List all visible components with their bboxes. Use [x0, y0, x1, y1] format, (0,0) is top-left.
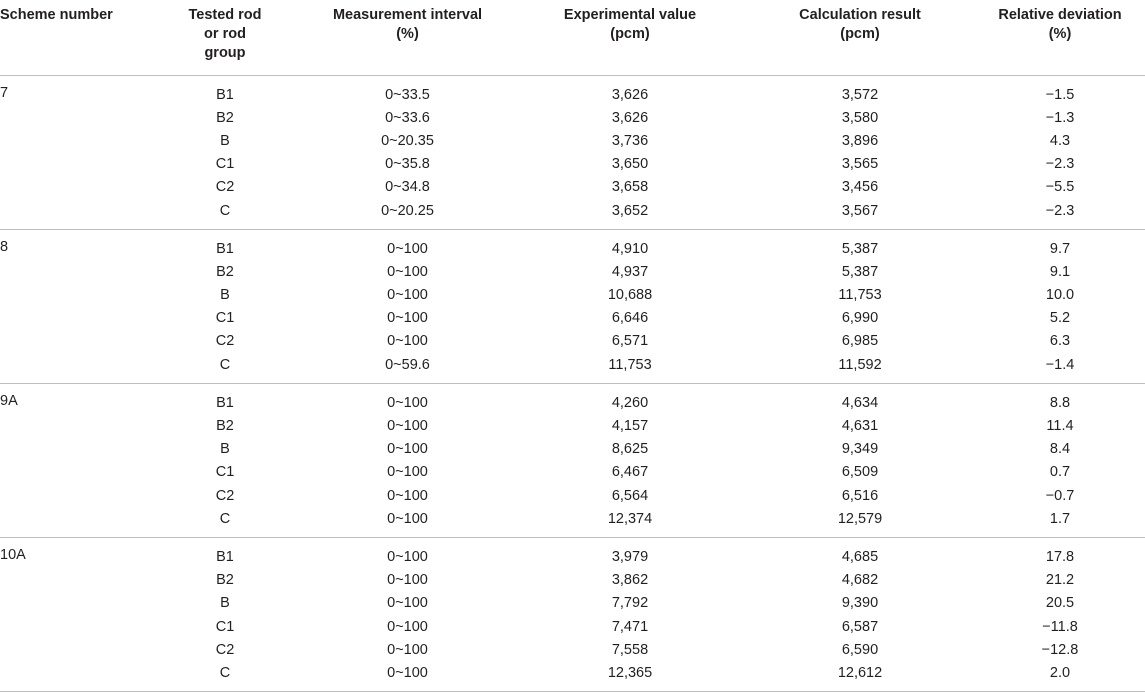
calculation-cell: 4,631: [841, 418, 879, 435]
interval-cell: 0~20.35: [381, 132, 434, 149]
interval-cell: 0~100: [387, 618, 428, 635]
calculation-cell: 6,990: [841, 310, 879, 327]
experimental-cell: 4,937: [611, 263, 649, 280]
header-scheme-number: Scheme number: [0, 0, 150, 75]
header-experimental-value: Experimental value (pcm): [515, 0, 745, 75]
table-row: [0, 537, 1145, 569]
calculation-cell: 4,685: [841, 548, 879, 565]
experimental-cell: 7,558: [611, 641, 649, 658]
calculation-cell: 4,682: [841, 572, 879, 589]
experimental-cell: 3,650: [611, 156, 649, 173]
deviation-cell: 1.7: [975, 508, 1145, 538]
rod-cell: B2: [216, 572, 234, 589]
header-measurement-interval: Measurement interval (%): [300, 0, 515, 75]
deviation-cell: 21.2: [1045, 572, 1075, 589]
rod-cell: C1: [215, 156, 235, 173]
deviation-cell: 2.0: [975, 662, 1145, 692]
rod-cell: C: [150, 354, 300, 384]
interval-cell: 0~100: [387, 333, 428, 350]
rod-cell: B: [220, 441, 230, 458]
table-row: [0, 569, 1145, 592]
deviation-cell: 20.5: [1045, 595, 1075, 612]
experimental-cell: 12,374: [515, 508, 745, 538]
experimental-cell: 3,652: [515, 199, 745, 229]
rod-cell: C1: [215, 618, 235, 635]
rod-cell: B: [220, 287, 230, 304]
table-row: [0, 199, 1145, 229]
deviation-cell: 5.2: [1049, 310, 1071, 327]
header-tested-rod: Tested rod or rod group: [150, 0, 300, 75]
calculation-cell: 11,592: [745, 354, 975, 384]
rod-cell: C: [150, 662, 300, 692]
experimental-cell: 11,753: [515, 354, 745, 384]
table-row: [0, 354, 1145, 384]
table-row: [0, 261, 1145, 284]
deviation-cell: 17.8: [1045, 548, 1075, 565]
calculation-cell: 3,572: [841, 86, 879, 103]
calculation-cell: 6,590: [841, 641, 879, 658]
experimental-cell: 3,736: [611, 132, 649, 149]
rod-cell: B1: [216, 240, 234, 257]
interval-cell: 0~33.5: [385, 86, 430, 103]
deviation-cell: −5.5: [1045, 179, 1075, 196]
calculation-cell: 11,753: [838, 287, 882, 304]
interval-cell: 0~35.8: [385, 156, 430, 173]
deviation-cell: −2.3: [975, 199, 1145, 229]
deviation-cell: 9.1: [1049, 263, 1071, 280]
calculation-cell: 12,612: [745, 662, 975, 692]
interval-cell: 0~100: [387, 263, 428, 280]
table-body: [0, 75, 1145, 692]
deviation-cell: −11.8: [1042, 618, 1078, 635]
deviation-cell: −1.3: [1045, 109, 1075, 126]
interval-cell: 0~100: [387, 287, 428, 304]
rod-cell: C: [150, 508, 300, 538]
table-row: [0, 107, 1145, 130]
rod-cell: B1: [216, 394, 234, 411]
deviation-cell: −1.5: [1045, 86, 1075, 103]
table-row: [0, 461, 1145, 484]
calculation-cell: 6,509: [841, 464, 879, 481]
experimental-cell: 7,471: [611, 618, 649, 635]
deviation-cell: −2.3: [1045, 156, 1075, 173]
deviation-cell: 10.0: [1045, 287, 1075, 304]
table-row: [0, 615, 1145, 638]
experimental-cell: 3,862: [611, 572, 649, 589]
interval-cell: 0~100: [387, 418, 428, 435]
calculation-cell: 12,579: [745, 508, 975, 538]
experimental-cell: 4,157: [611, 418, 649, 435]
experimental-cell: 7,792: [611, 595, 649, 612]
table-row: [0, 176, 1145, 199]
table-row: [0, 639, 1145, 662]
table-row: [0, 438, 1145, 461]
experimental-cell: 4,260: [611, 394, 649, 411]
interval-cell: 0~34.8: [385, 179, 430, 196]
interval-cell: 0~100: [300, 662, 515, 692]
experimental-cell: 12,365: [515, 662, 745, 692]
interval-cell: 0~100: [387, 548, 428, 565]
deviation-cell: −0.7: [1045, 487, 1075, 504]
rod-cell: C2: [215, 179, 235, 196]
scheme-number-cell: 10A: [0, 537, 150, 691]
table-row: [0, 284, 1145, 307]
experimental-cell: 8,625: [611, 441, 649, 458]
deviation-cell: 11.4: [1046, 418, 1074, 435]
interval-cell: 0~100: [387, 487, 428, 504]
rod-cell: B2: [216, 263, 234, 280]
scheme-number-cell: 7: [0, 75, 150, 229]
calculation-cell: 6,587: [841, 618, 879, 635]
rod-cell: B2: [216, 109, 234, 126]
rod-cell: C2: [215, 333, 235, 350]
interval-cell: 0~100: [387, 641, 428, 658]
table-row: [0, 485, 1145, 508]
deviation-cell: 8.4: [1049, 441, 1071, 458]
interval-cell: 0~100: [300, 508, 515, 538]
deviation-cell: 4.3: [1049, 132, 1071, 149]
calculation-cell: 5,387: [841, 240, 879, 257]
deviation-cell: 9.7: [1049, 240, 1071, 257]
experimental-cell: 10,688: [607, 287, 653, 304]
rod-cell: C2: [215, 487, 235, 504]
deviation-cell: 6.3: [1049, 333, 1071, 350]
table-row: [0, 592, 1145, 615]
experimental-cell: 6,467: [611, 464, 649, 481]
table-header: [0, 0, 1145, 75]
scheme-number-cell: 8: [0, 229, 150, 383]
table-row: [0, 415, 1145, 438]
calculation-cell: 6,985: [841, 333, 879, 350]
calculation-cell: 3,565: [841, 156, 879, 173]
calculation-cell: 3,567: [745, 199, 975, 229]
table-row: [0, 307, 1145, 330]
rod-cell: B1: [216, 86, 234, 103]
interval-cell: 0~100: [387, 240, 428, 257]
experimental-cell: 6,646: [611, 310, 649, 327]
table-row: [0, 508, 1145, 538]
interval-cell: 0~100: [387, 394, 428, 411]
scheme-number-cell: 9A: [0, 383, 150, 537]
table-row: [0, 75, 1145, 107]
interval-cell: 0~33.6: [385, 109, 430, 126]
interval-cell: 0~100: [387, 310, 428, 327]
deviation-cell: −12.8: [1041, 641, 1079, 658]
calculation-cell: 4,634: [841, 394, 879, 411]
experimental-cell: 4,910: [611, 240, 649, 257]
calculation-cell: 9,349: [841, 441, 879, 458]
table-row: [0, 229, 1145, 261]
experimental-cell: 3,626: [611, 86, 649, 103]
experimental-cell: 6,571: [611, 333, 649, 350]
calculation-cell: 9,390: [841, 595, 879, 612]
interval-cell: 0~59.6: [300, 354, 515, 384]
header-relative-deviation: Relative deviation (%): [975, 0, 1145, 75]
calculation-cell: 3,896: [841, 132, 879, 149]
rod-cell: C1: [215, 310, 235, 327]
calculation-cell: 6,516: [841, 487, 879, 504]
rod-cell: B1: [216, 548, 234, 565]
header-calculation-result: Calculation result (pcm): [745, 0, 975, 75]
table-row: [0, 330, 1145, 353]
header-row: [0, 0, 1145, 75]
deviation-cell: 0.7: [1049, 464, 1071, 481]
deviation-cell: −1.4: [975, 354, 1145, 384]
interval-cell: 0~100: [387, 595, 428, 612]
rod-cell: B: [220, 132, 230, 149]
deviation-cell: 8.8: [1049, 394, 1071, 411]
interval-cell: 0~20.25: [300, 199, 515, 229]
interval-cell: 0~100: [387, 572, 428, 589]
rod-cell: B: [220, 595, 230, 612]
rod-cell: C2: [215, 641, 235, 658]
experimental-cell: 3,979: [611, 548, 649, 565]
table-row: [0, 130, 1145, 153]
interval-cell: 0~100: [387, 464, 428, 481]
experimental-cell: 6,564: [611, 487, 649, 504]
experimental-cell: 3,658: [611, 179, 649, 196]
calculation-cell: 5,387: [841, 263, 879, 280]
experimental-cell: 3,626: [611, 109, 649, 126]
rod-cell: C: [150, 199, 300, 229]
calculation-cell: 3,580: [841, 109, 879, 126]
calculation-cell: 3,456: [841, 179, 879, 196]
table-row: [0, 662, 1145, 692]
rod-cell: C1: [215, 464, 235, 481]
table-row: [0, 383, 1145, 415]
interval-cell: 0~100: [387, 441, 428, 458]
rod-cell: B2: [216, 418, 234, 435]
table-row: [0, 153, 1145, 176]
